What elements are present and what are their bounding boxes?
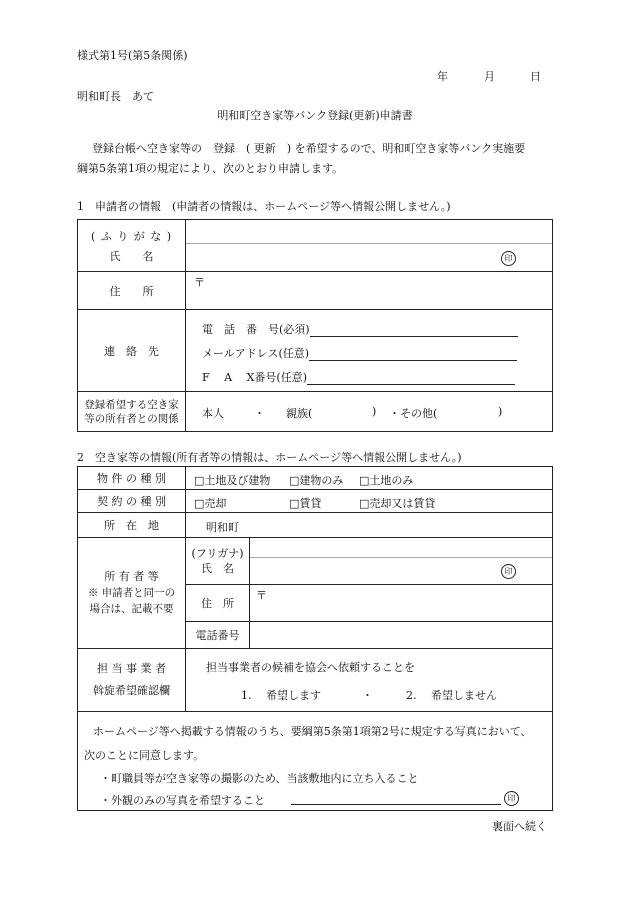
property-option-building-only[interactable]: □建物のみ [289, 474, 344, 487]
applicant-name-cell[interactable] [186, 220, 553, 272]
property-type-label: 物 件 の 種 別 [78, 467, 186, 490]
intro-line-2: 綱第5条第1項の規定により、次のとおり申請します。 [77, 162, 344, 175]
furigana-divider [186, 243, 552, 244]
relation-relative-option[interactable]: 親族( [286, 407, 313, 420]
owner-furigana-label: (フリガナ) [191, 547, 244, 560]
form-number: 様式第1号(第5条関係) [77, 49, 188, 62]
consent-seal-mark-icon: 印 [504, 791, 519, 806]
relation-self-option[interactable]: 本人 [202, 407, 224, 420]
agent-label-cell [78, 649, 186, 712]
email-label: メールアドレス(任意) [202, 347, 310, 360]
contact-label: 連 絡 先 [78, 310, 186, 392]
date-day-label: 日 [530, 70, 541, 83]
relation-other-close: ) [498, 405, 503, 418]
owner-name-cell[interactable] [250, 538, 553, 585]
consent-line-2: 次のことに同意します。 [84, 749, 205, 762]
section-2-heading: 2 空き家等の情報(所有者等の情報は、ホームページ等へ情報公開しません。) [77, 451, 462, 464]
agent-question: 担当事業者の候補を協会へ依頼することを [206, 661, 415, 674]
relation-label-line-1: 登録希望する空き家 [84, 398, 179, 411]
relation-relative-close: ) [372, 405, 377, 418]
consent-line-1: ホームページ等へ掲載する情報のうち、要綱第5条第1項第2号に規定する写真において、 [93, 725, 532, 738]
location-cell[interactable] [186, 513, 553, 538]
owner-postal-mark: 〒 [256, 589, 267, 602]
relation-separator: ・ [254, 407, 265, 420]
date-month-label: 月 [484, 70, 495, 83]
contract-option-sale[interactable]: □売却 [194, 497, 227, 510]
fax-row[interactable] [202, 369, 515, 385]
owner-phone-label: 電話番号 [186, 622, 250, 649]
owner-label-line-1: 所 有 者 等 [104, 570, 159, 583]
property-type-cell [186, 467, 553, 490]
owner-furigana-divider [250, 557, 552, 558]
owner-phone-cell[interactable] [250, 622, 553, 649]
agent-option-yes[interactable]: 1. 希望します [241, 689, 321, 702]
owner-label-line-3: 場合は、記載不要 [89, 603, 174, 615]
furigana-label: ( ふ り が な ) [90, 229, 173, 243]
date-year-label: 年 [437, 70, 448, 83]
contract-type-label: 契 約 の 種 別 [78, 490, 186, 513]
page-title: 明和町空き家等バンク登録(更新)申請書 [217, 109, 413, 122]
phone-field[interactable] [310, 324, 518, 337]
owner-name-label: 氏 名 [201, 562, 234, 575]
addressee: 明和町長 あて [77, 90, 154, 103]
consent-cell [78, 712, 553, 811]
continue-note: 裏面へ続く [492, 820, 547, 833]
section-1-heading: 1 申請者の情報 (申請者の情報は、ホームページ等へ情報公開しません。) [77, 200, 451, 213]
location-value: 明和町 [206, 521, 239, 534]
email-row[interactable] [202, 345, 517, 361]
consent-signature-field[interactable] [291, 792, 501, 805]
owner-address-label: 住 所 [186, 585, 250, 622]
agent-label-line-1: 担 当 事 業 者 [97, 662, 166, 675]
owner-label-cell [78, 538, 186, 649]
contact-cell [186, 310, 553, 392]
contract-option-rent[interactable]: □賃貸 [289, 497, 322, 510]
postal-mark: 〒 [194, 276, 205, 289]
agent-cell [186, 649, 553, 712]
applicant-table [77, 219, 553, 432]
agent-label-line-2: 斡旋希望確認欄 [93, 684, 170, 697]
phone-row[interactable] [202, 321, 518, 337]
agent-option-separator: ・ [362, 689, 373, 702]
applicant-name-label-cell [78, 220, 186, 272]
contract-option-sale-or-rent[interactable]: □売却又は賃貸 [359, 497, 436, 510]
agent-option-no[interactable]: 2. 希望しません [406, 689, 497, 702]
fax-label: F A X番号(任意) [202, 371, 307, 384]
owner-label-line-2: ※ 申請者と同一の [87, 587, 176, 599]
relation-label-cell [78, 392, 186, 432]
consent-item-2[interactable]: ・外観のみの写真を希望すること [100, 794, 265, 807]
intro-line-1: 登録台帳へ空き家等の 登録 ( 更新 ) を希望するので、明和町空き家等バンク実施要 [92, 142, 526, 155]
relation-cell [186, 392, 553, 432]
relation-label-line-2: 等の所有者との関係 [84, 412, 179, 425]
applicant-address-cell[interactable] [186, 272, 553, 310]
location-label: 所 在 地 [78, 513, 186, 538]
email-field[interactable] [309, 348, 517, 361]
relation-other-option[interactable]: ・その他( [389, 407, 438, 420]
owner-name-label-cell [186, 538, 250, 585]
contract-type-cell [186, 490, 553, 513]
property-table [77, 466, 553, 811]
phone-label: 電 話 番 号(必須) [202, 323, 310, 336]
owner-address-cell[interactable] [250, 585, 553, 622]
address-label: 住 所 [78, 272, 186, 310]
property-option-land-only[interactable]: □土地のみ [359, 474, 414, 487]
fax-field[interactable] [307, 372, 515, 385]
name-label: 氏 名 [109, 249, 154, 263]
property-option-land-and-building[interactable]: □土地及び建物 [194, 474, 271, 487]
consent-item-1[interactable]: ・町職員等が空き家等の撮影のため、当該敷地内に立ち入ること [100, 772, 419, 785]
owner-seal-mark-icon: 印 [501, 564, 516, 579]
seal-mark-icon: 印 [501, 251, 516, 266]
